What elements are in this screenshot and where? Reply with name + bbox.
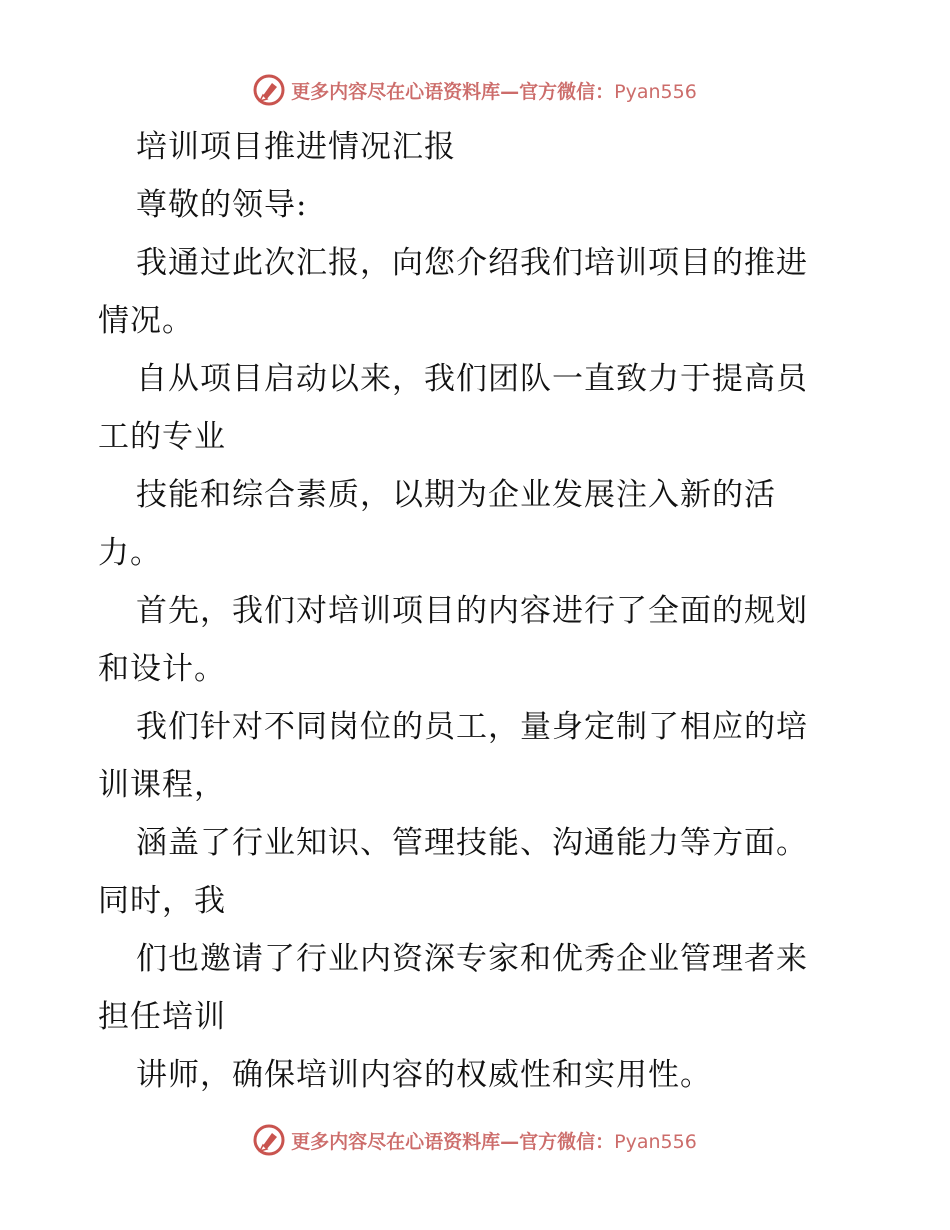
banner-text xyxy=(291,77,697,104)
paragraph-line: 和设计。 xyxy=(98,651,226,687)
paragraph-line: 力。 xyxy=(98,535,162,571)
paragraph-line: 情况。 xyxy=(98,303,194,339)
paragraph-line: 自从项目启动以来，我们团队一直致力于提高员 xyxy=(136,361,808,397)
paragraph-line: 首先，我们对培训项目的内容进行了全面的规划 xyxy=(136,593,808,629)
pen-logo-icon xyxy=(253,74,285,106)
greeting: 尊敬的领导: xyxy=(136,187,308,223)
paragraph-line: 们也邀请了行业内资深专家和优秀企业管理者来 xyxy=(136,941,808,977)
paragraph-line: 我通过此次汇报，向您介绍我们培训项目的推进 xyxy=(136,245,808,281)
paragraph-line: 同时，我 xyxy=(98,883,226,919)
paragraph-line: 训课程， xyxy=(98,767,226,803)
banner-label: 更多内容尽在心语资料库—官方微信： xyxy=(291,80,615,103)
document-body xyxy=(98,118,858,1104)
paragraph-line: 我们针对不同岗位的员工，量身定制了相应的培 xyxy=(136,709,808,745)
paragraph-line: 涵盖了行业知识、管理技能、沟通能力等方面。 xyxy=(136,825,808,861)
paragraph-line: 工的专业 xyxy=(98,419,226,455)
paragraph-line: 讲师，确保培训内容的权威性和实用性。 xyxy=(136,1057,712,1093)
pen-logo-icon xyxy=(253,1124,285,1156)
banner-handle: Pyan556 xyxy=(614,80,697,103)
header-banner xyxy=(0,70,950,110)
footer-banner xyxy=(0,1120,950,1160)
banner-text xyxy=(291,1127,697,1154)
paragraph-line: 技能和综合素质，以期为企业发展注入新的活 xyxy=(136,477,776,513)
paragraph-line: 担任培训 xyxy=(98,999,226,1035)
banner-handle: Pyan556 xyxy=(614,1130,697,1153)
banner-label: 更多内容尽在心语资料库—官方微信： xyxy=(291,1130,615,1153)
document-title: 培训项目推进情况汇报 xyxy=(136,129,456,165)
